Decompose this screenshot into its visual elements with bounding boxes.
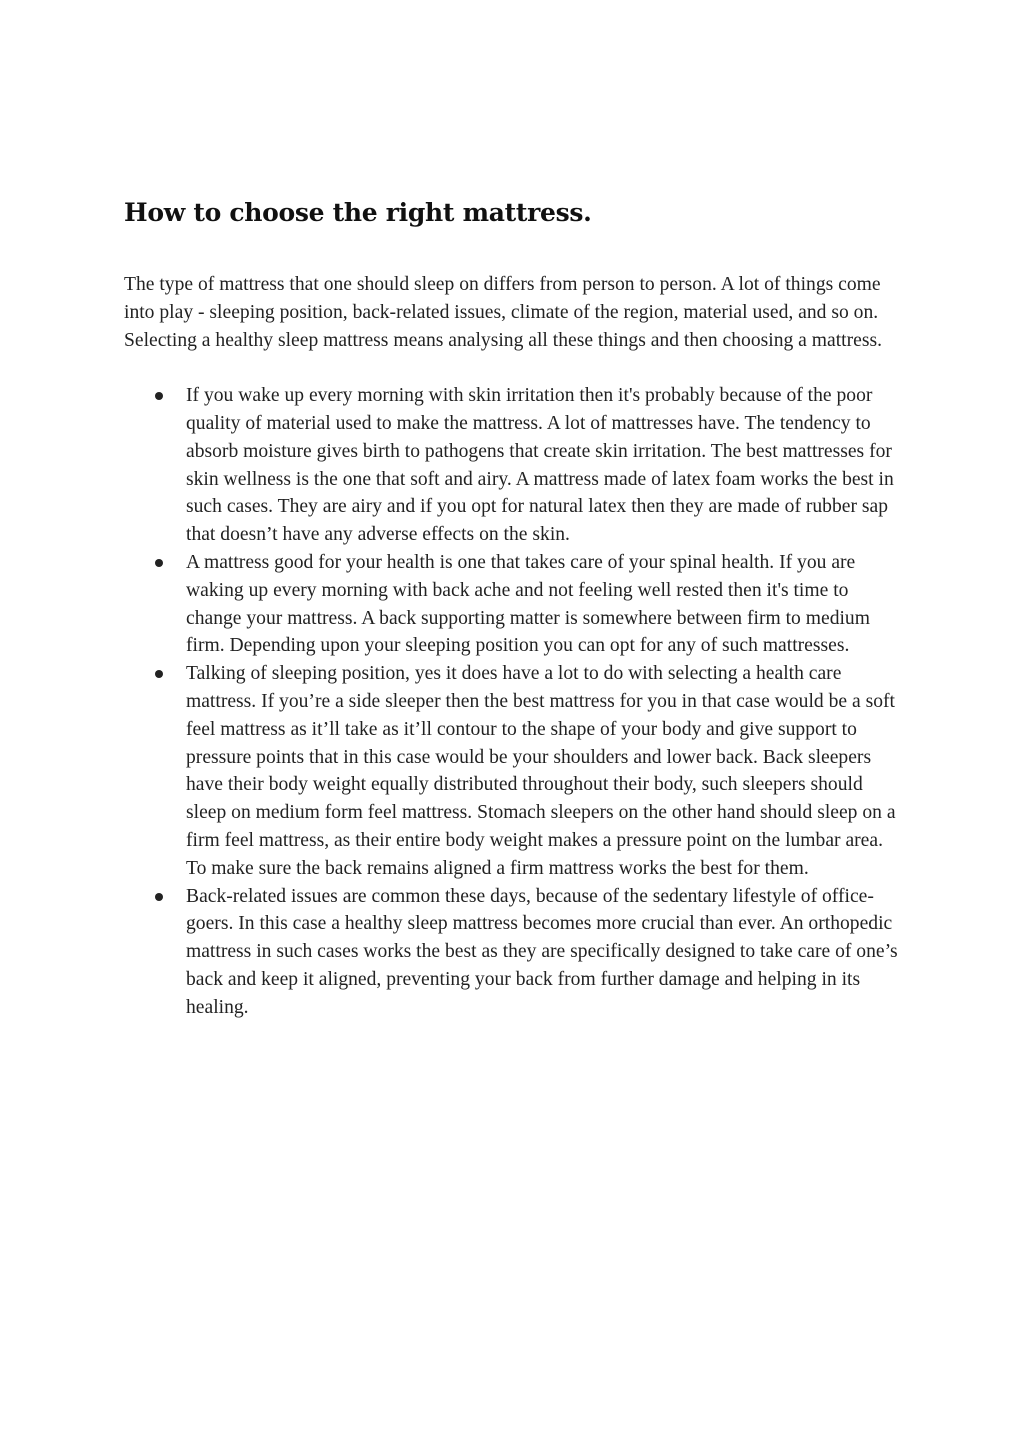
list-item-text: Back-related issues are common these days, because of the sedentary lifestyle of office-goers. In this case a healthy sleep mattress becomes more crucial than ever. An orthopedic mattress in such cases works the best as they are specifically designed to take care of one’s back and keep it aligned, preventing your back from further damage and helping in its healing. [186, 885, 898, 1018]
bullet-icon [155, 670, 163, 678]
list-item [124, 883, 900, 1022]
list-item [124, 660, 900, 882]
list-item-text: Talking of sleeping position, yes it does have a lot to do with selecting a health care mattress. If you’re a side sleeper then the best mattress for you in that case would be a soft feel mattress as it’ll take as it’ll contour to the shape of your body and give support to pressure points that in this case would be your shoulders and lower back. Back sleepers have their body weight equally distributed throughout their body, such sleepers should sleep on medium form feel mattress. Stomach sleepers on the other hand should sleep on a firm feel mattress, as their entire body weight makes a pressure point on the lumbar area. To make sure the back remains aligned a firm mattress works the best for them. [186, 663, 896, 879]
page-title: How to choose the right mattress. [124, 198, 592, 227]
list-item [124, 382, 900, 549]
list-item-text: A mattress good for your health is one that takes care of your spinal health. If you are waking up every morning with back ache and not feeling well rested then it's time to change your mattress. A back supporting matter is somewhere between firm to medium firm. Depending upon your sleeping position you can opt for any of such mattresses. [186, 551, 870, 657]
bullet-icon [155, 893, 163, 901]
list-item [124, 549, 900, 660]
document-body [124, 196, 900, 1022]
list-item-text: If you wake up every morning with skin irritation then it's probably because of the poor quality of material used to make the mattress. A lot of mattresses have. The tendency to absorb moisture gives birth to pathogens that create skin irritation. The best mattresses for skin wellness is the one that soft and airy. A mattress made of latex foam works the best in such cases. They are airy and if you opt for natural latex then they are made of rubber sap that doesn’t have any adverse effects on the skin. [186, 385, 894, 546]
intro-paragraph: The type of mattress that one should sleep on differs from person to person. A lot of things come into play - sleeping position, back-related issues, climate of the region, material used, and so on. Selecting a healthy sleep mattress means analysing all these things and then choosing a mattress. [124, 274, 882, 351]
bullet-icon [155, 392, 163, 400]
bullet-list [124, 382, 900, 1021]
bullet-icon [155, 559, 163, 567]
